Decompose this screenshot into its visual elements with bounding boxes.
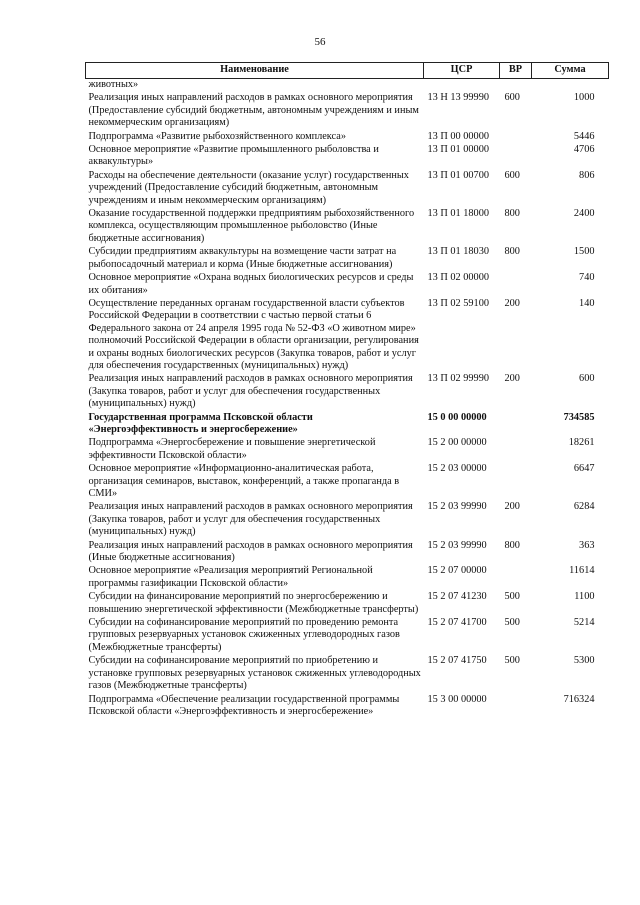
table-row [86, 591, 609, 617]
cell-vr [500, 463, 532, 501]
cell-name: Подпрограмма «Обеспечение реализации государственной программы Псковской области «Энергоэффективность и энергосбережение» [88, 693, 400, 717]
cell-csr: 15 3 00 00000 [427, 693, 487, 705]
cell-name: Основное мероприятие «Развитие промышленного рыболовства и аквакультуры» [88, 144, 379, 168]
cell-vr [500, 144, 532, 170]
cell-vr: 600 [504, 92, 520, 104]
cell-name: Подпрограмма «Энергосбережение и повышение энергетической эффективности Псковской области» [88, 437, 376, 461]
table-body [86, 79, 609, 720]
cell-name: Осуществление переданных органам государственной власти субъектов Российской Федерации в соответствии с частью первой статьи 6 Федерального закона от 24 апреля 1995 года № 52-ФЗ «О животном мире» полномочий Российской Федерации в области организации, регулирования и охраны водных биологических ресурсов (Закупка товаров, работ и услуг для обеспечения государственных (муниципальных) нужд) [88, 297, 419, 371]
page-number: 56 [314, 36, 326, 48]
table-row [86, 617, 609, 655]
cell-name: Подпрограмма «Развитие рыбохозяйственного комплекса» [88, 130, 346, 142]
cell-csr: 13 Н 13 99990 [427, 92, 489, 104]
table-row [86, 272, 609, 298]
cell-sum: 1100 [574, 591, 595, 603]
cell-sum: 600 [579, 373, 595, 385]
cell-sum: 5446 [573, 130, 595, 142]
cell-vr [500, 412, 532, 438]
cell-sum: 806 [579, 169, 595, 181]
cell-vr [500, 131, 532, 144]
cell-name: Реализация иных направлений расходов в рамках основного мероприятия (Иные бюджетные ассигнования) [88, 539, 413, 564]
cell-vr: 200 [504, 373, 520, 385]
header-name: Наименование [86, 63, 424, 79]
table-row [86, 412, 609, 438]
table-row [86, 540, 609, 566]
table-row [86, 170, 609, 208]
header-vr: ВР [500, 63, 532, 79]
cell-vr: 500 [504, 591, 520, 603]
cell-name: Оказание государственной поддержки предприятиям рыбохозяйственного комплекса, осуществляющим промышленное рыболовство (Иные бюджетные ассигнования) [88, 208, 415, 244]
cell-sum: 740 [579, 272, 595, 284]
cell-csr: 13 П 01 00000 [427, 144, 489, 156]
cell-csr: 13 П 01 00700 [427, 169, 489, 181]
cell-vr: 500 [504, 617, 520, 629]
cell-sum: 734585 [563, 411, 595, 423]
cell-vr: 800 [504, 208, 520, 220]
cell-csr: 15 2 03 99990 [427, 501, 487, 513]
cell-name: Основное мероприятие «Охрана водных биологических ресурсов и среды их обитания» [88, 272, 414, 296]
cell-csr: 15 2 07 00000 [427, 565, 487, 577]
cell-csr: 13 П 01 18000 [427, 208, 489, 220]
cell-csr: 15 2 07 41750 [427, 655, 487, 667]
cell-vr [500, 437, 532, 463]
cell-name: Основное мероприятие «Информационно-аналитическая работа, организация семинаров, выставок, конференций, а также пропаганда в СМИ» [88, 463, 400, 499]
cell-name: Реализация иных направлений расходов в рамках основного мероприятия (Предоставление субсидий бюджетным, автономным учреждениям и иным некоммерческим организациям) [88, 92, 419, 129]
table-row [86, 565, 609, 591]
cell-name: Субсидии предприятиям аквакультуры на возмещение части затрат на рыбопосадочный материал и корма (Иные бюджетные ассигнования) [88, 246, 397, 270]
header-csr: ЦСР [424, 63, 500, 79]
table-row [86, 694, 609, 720]
cell-vr [500, 272, 532, 298]
cell-vr [500, 79, 532, 93]
budget-table [85, 62, 609, 719]
cell-sum: 1500 [573, 246, 595, 258]
cell-csr: 15 0 00 00000 [427, 411, 487, 423]
cell-sum: 18261 [568, 437, 595, 449]
cell-sum: 6647 [573, 463, 595, 475]
cell-name: животных» [88, 79, 139, 90]
cell-sum: 6284 [573, 501, 595, 513]
cell-sum: 2400 [573, 208, 595, 220]
cell-sum: 5300 [573, 655, 595, 667]
cell-vr: 800 [504, 246, 520, 258]
cell-name: Государственная программа Псковской области «Энергоэффективность и энергосбережение» [88, 411, 313, 435]
cell-vr: 800 [504, 539, 520, 551]
cell-csr: 13 П 00 00000 [427, 130, 489, 142]
cell-vr: 200 [504, 501, 520, 513]
table-header [86, 63, 609, 79]
table-row [86, 92, 609, 130]
cell-sum [532, 79, 609, 93]
table-row [86, 463, 609, 501]
cell-vr [500, 694, 532, 720]
header-sum: Сумма [532, 63, 609, 79]
table-row [86, 437, 609, 463]
cell-csr: 15 2 03 00000 [427, 463, 487, 475]
cell-vr [500, 565, 532, 591]
cell-name: Реализация иных направлений расходов в рамках основного мероприятия (Закупка товаров, работ и услуг для обеспечения государственных (муниципальных) нужд) [88, 373, 413, 410]
table-row [86, 655, 609, 693]
cell-name: Субсидии на финансирование мероприятий по энергосбережению и повышению энергетической эффективности (Межбюджетные трансферты) [88, 591, 419, 615]
cell-csr: 15 2 00 00000 [427, 437, 487, 449]
cell-csr: 13 П 01 18030 [427, 246, 489, 258]
cell-csr [424, 79, 500, 93]
cell-csr: 13 П 02 59100 [427, 297, 489, 309]
cell-sum: 4706 [573, 144, 595, 156]
cell-sum: 11614 [569, 565, 595, 577]
cell-vr: 500 [504, 655, 520, 667]
cell-name: Субсидии на софинансирование мероприятий по проведению ремонта групповых резервуарных установок сжиженных углеводородных газов (Межбюджетные трансферты) [88, 617, 400, 653]
cell-name: Реализация иных направлений расходов в рамках основного мероприятия (Закупка товаров, работ и услуг для обеспечения государственных (муниципальных) нужд) [88, 501, 413, 538]
cell-sum: 1000 [573, 92, 595, 104]
cell-sum: 140 [579, 297, 595, 309]
cell-sum: 716324 [563, 693, 595, 705]
cell-vr: 200 [504, 297, 520, 309]
table-row [86, 373, 609, 411]
cell-name: Расходы на обеспечение деятельности (оказание услуг) государственных учреждений (Предоставление субсидий бюджетным, автономным учреждениям и иным некоммерческим организациям) [88, 169, 409, 206]
table-row [86, 79, 609, 93]
cell-csr: 15 2 07 41230 [427, 591, 487, 603]
cell-vr: 600 [504, 169, 520, 181]
cell-csr: 13 П 02 00000 [427, 272, 489, 284]
cell-csr: 15 2 07 41700 [427, 617, 487, 629]
table-row [86, 208, 609, 246]
cell-sum: 363 [579, 539, 595, 551]
cell-csr: 13 П 02 99990 [427, 373, 489, 385]
table-row [86, 246, 609, 272]
cell-sum: 5214 [573, 617, 595, 629]
cell-csr: 15 2 03 99990 [427, 539, 487, 551]
cell-name: Субсидии на софинансирование мероприятий по приобретению и установке групповых резервуарных установок сжиженных углеводородных газов (Межбюджетные трансферты) [88, 655, 421, 692]
table-row [86, 144, 609, 170]
table-row [86, 131, 609, 144]
cell-name: Основное мероприятие «Реализация мероприятий Региональной программы газификации Псковской области» [88, 565, 373, 589]
table-row [86, 298, 609, 373]
table-row [86, 501, 609, 539]
